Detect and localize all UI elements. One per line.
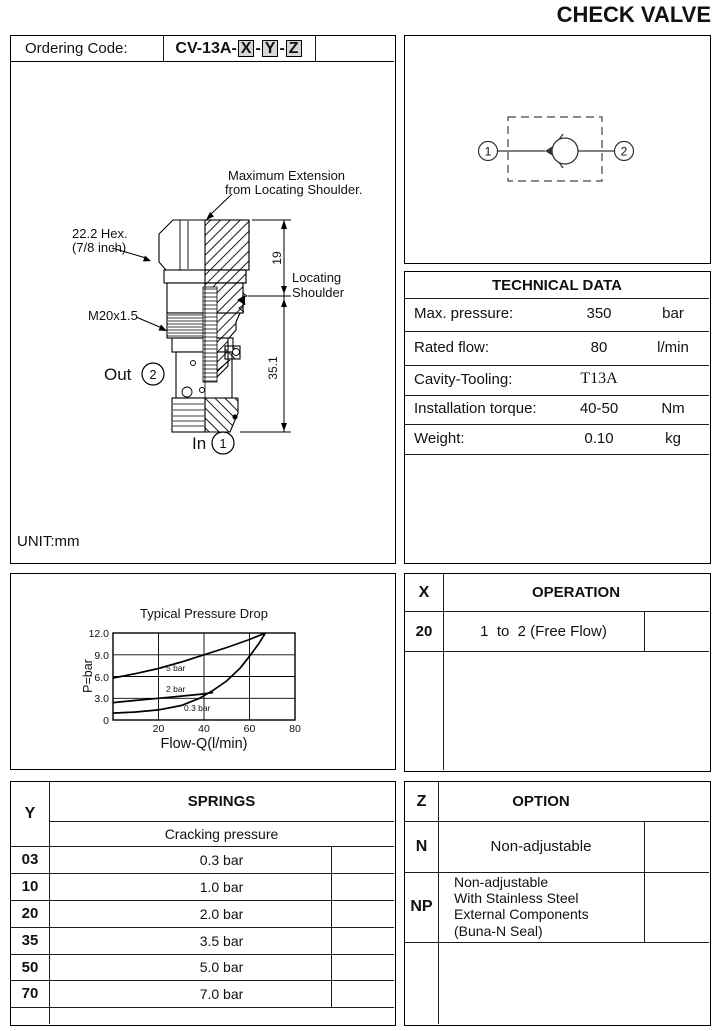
- out-label: Out: [104, 365, 132, 384]
- xtick: 40: [198, 723, 210, 735]
- springs-title: SPRINGS: [187, 793, 256, 810]
- option-title: OPTION: [512, 793, 570, 810]
- chart-xlabel: Flow-Q(l/min): [160, 736, 248, 752]
- operation-row-code: 20: [415, 622, 433, 640]
- curve-label-5bar: 5 bar: [166, 663, 186, 673]
- tech-row-label: Installation torque:: [414, 400, 537, 417]
- operation-row-text: 1 to 2 (Free Flow): [480, 622, 607, 640]
- thread-label: M20x1.5: [88, 308, 138, 323]
- pressure-drop-panel: [10, 573, 396, 770]
- tech-row-label: Cavity-Tooling:: [414, 371, 513, 388]
- tech-row-unit: l/min: [657, 339, 689, 356]
- option-row-code: N: [415, 837, 428, 855]
- ytick: 0: [103, 715, 109, 727]
- spring-row-code: 20: [21, 905, 39, 922]
- code-dash: -: [279, 39, 285, 57]
- option-np-line: External Components: [454, 906, 589, 923]
- dim-19: 19: [270, 251, 284, 265]
- pressure-drop-chart: [11, 574, 394, 768]
- curve-label-2bar: 2 bar: [166, 684, 186, 694]
- spring-row-pressure: 5.0 bar: [199, 959, 244, 975]
- option-panel: [404, 781, 711, 1026]
- tech-row-label: Rated flow:: [414, 339, 490, 356]
- tech-row-value: T13A: [580, 370, 618, 387]
- tech-row-unit: kg: [665, 430, 681, 447]
- springs-col-code: Y: [24, 805, 36, 822]
- code-dash: -: [255, 39, 261, 57]
- ytick: 12.0: [88, 628, 109, 640]
- option-row-text-multiline: [454, 874, 644, 939]
- technical-data-panel: [404, 271, 711, 564]
- ytick: 6.0: [94, 672, 109, 684]
- tech-row-label: Max. pressure:: [414, 305, 514, 322]
- spring-row-code: 10: [21, 878, 39, 895]
- ordering-code-value: [163, 36, 315, 61]
- code-box-y: Y: [262, 40, 279, 57]
- xtick: 60: [243, 723, 256, 735]
- spring-row-pressure: 2.0 bar: [199, 905, 244, 922]
- tech-row-value: 40-50: [579, 400, 619, 417]
- chart-curves: [113, 633, 265, 713]
- spring-row-pressure: 7.0 bar: [199, 985, 244, 1002]
- max-extension-label-2: from Locating Shoulder.: [225, 182, 363, 197]
- check-valve-symbol: [405, 36, 709, 262]
- hex-label-2: (7/8 inch): [72, 240, 127, 255]
- tech-row-value: 0.10: [584, 430, 614, 447]
- port-1-number: 1: [484, 144, 492, 159]
- option-np-line: With Stainless Steel: [454, 890, 579, 907]
- locating-shoulder-label-2: Shoulder: [292, 285, 345, 300]
- in-port-number: 1: [219, 436, 227, 451]
- spring-row-code: 35: [21, 932, 39, 949]
- option-np-line: Non-adjustable: [454, 874, 549, 890]
- option-row-text: Non-adjustable: [490, 838, 592, 855]
- operation-title: OPERATION: [531, 584, 621, 601]
- tech-row-unit: bar: [662, 305, 684, 322]
- valve-cross-section-drawing: [11, 62, 394, 563]
- locating-shoulder-label-1: Locating: [292, 270, 342, 285]
- option-row-code: NP: [410, 898, 433, 915]
- drawing-panel: [10, 35, 396, 564]
- spring-row-pressure: 0.3 bar: [199, 851, 244, 868]
- ytick: 9.0: [94, 650, 109, 662]
- tech-row-value: 80: [590, 339, 608, 356]
- page-title: CHECK VALVE: [556, 2, 711, 27]
- dim-35-1: 35.1: [266, 356, 280, 380]
- xtick: 80: [289, 723, 301, 735]
- max-extension-label-1: Maximum Extension: [228, 168, 346, 183]
- ordering-code-row: [11, 36, 394, 62]
- symbol-panel: [404, 35, 711, 264]
- curve-5bar: [113, 633, 265, 678]
- operation-panel: [404, 573, 711, 772]
- tech-row-label: Weight:: [414, 430, 465, 447]
- out-port-number: 2: [149, 367, 157, 382]
- port-2-number: 2: [620, 144, 628, 159]
- spring-row-code: 03: [21, 851, 39, 868]
- option-col-code: Z: [416, 792, 427, 810]
- operation-col-code: X: [418, 583, 430, 601]
- spring-row-pressure: 1.0 bar: [199, 878, 244, 895]
- hex-label-1: 22.2 Hex.: [72, 226, 128, 241]
- spring-row-code: 70: [21, 985, 39, 1002]
- spring-row-code: 50: [21, 958, 39, 976]
- xtick: 20: [152, 723, 165, 735]
- poppet-ball: [552, 138, 578, 164]
- technical-data-title: TECHNICAL DATA: [492, 276, 622, 294]
- chart-title: Typical Pressure Drop: [140, 606, 268, 621]
- option-np-line: (Buna-N Seal): [454, 922, 543, 939]
- chart-tick-labels: [89, 628, 301, 735]
- unit-note: UNIT:mm: [17, 533, 80, 550]
- code-box-x: X: [238, 40, 255, 57]
- ordering-code-label: Ordering Code:: [25, 40, 128, 57]
- tech-row-unit: Nm: [661, 400, 685, 417]
- tech-row-value: 350: [586, 305, 612, 322]
- springs-subtitle: Cracking pressure: [164, 825, 279, 842]
- in-label: In: [192, 434, 207, 453]
- valve-body: [159, 220, 249, 432]
- chart-ylabel: P=bar: [81, 659, 95, 693]
- curve-label-03bar: 0.3 bar: [184, 703, 211, 713]
- spring-row-pressure: 3.5 bar: [199, 932, 244, 949]
- curve-2bar: [113, 693, 213, 703]
- code-box-z: Z: [286, 40, 302, 57]
- springs-panel: [10, 781, 396, 1026]
- ytick: 3.0: [94, 693, 109, 705]
- code-prefix: CV-13A-: [175, 39, 237, 57]
